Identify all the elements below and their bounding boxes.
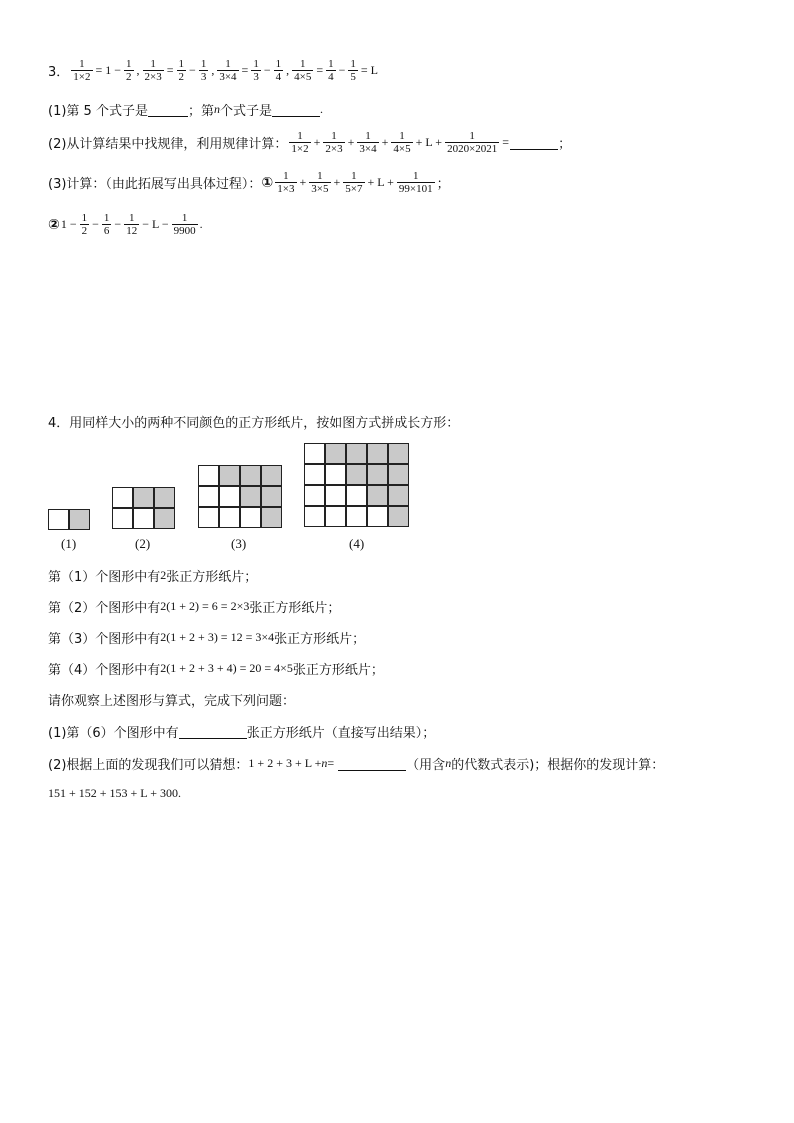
q3-part2: (2)从计算结果中找规律，利用规律计算： $\frac{1}{1\times 2}$ + $\frac{1}{2\times 3}$ + $\frac{1}{3\times 4}$ + $\frac{1}{4\times 5}$ + L + $\frac{1}{2020\times 2021}$ = ； xyxy=(48,130,572,155)
grey-square xyxy=(388,464,409,485)
answer-blank[interactable] xyxy=(338,757,406,771)
fraction: $\frac{1}{3}$ xyxy=(200,58,207,83)
white-square xyxy=(112,508,133,529)
white-square xyxy=(325,506,346,527)
answer-blank[interactable] xyxy=(148,103,188,117)
q4-fact-3: 第（3）个图形中有 2(1 + 2 + 3) = 12 = 3×4 张正方形纸片； xyxy=(48,630,366,647)
figure-label: (4) xyxy=(349,536,365,551)
fraction: $\frac{1}{5\times 7}$ xyxy=(345,170,363,195)
fraction: $\frac{1}{1\times 2}$ xyxy=(73,58,91,83)
q3-sequence: 3． $\frac{1}{1\times 2}$ = 1 − $\frac{1}{2}$ , $\frac{1}{2\times 3}$ = $\frac{1}{2}$ − $\frac{1}{3}$ , $\frac{1}{3\times 4}$ = $\frac{1}{3}$ − $\frac{1}{4}$ , $\frac{1}{4\times 5}$ = $\frac{1}{4}$ − $\frac{1}{5}$ = L xyxy=(48,58,378,83)
fraction: $\frac{1}{6}$ xyxy=(103,212,110,237)
grey-square xyxy=(367,464,388,485)
grey-square xyxy=(346,464,367,485)
white-square xyxy=(48,509,69,530)
q3-number: 3． xyxy=(48,65,70,80)
fraction: $\frac{1}{1\times 3}$ xyxy=(277,170,295,195)
q4-fact-4: 第（4）个图形中有 2(1 + 2 + 3 + 4) = 20 = 4×5 张正方形纸片； xyxy=(48,661,384,678)
fraction: $\frac{1}{12}$ xyxy=(126,212,138,237)
white-square xyxy=(198,486,219,507)
fraction: $\frac{1}{2\times 3}$ xyxy=(325,130,343,155)
white-square xyxy=(304,506,325,527)
fraction: $\frac{1}{2}$ xyxy=(81,212,88,237)
white-square xyxy=(112,487,133,508)
circled-two-icon: ② xyxy=(48,216,60,233)
answer-blank[interactable] xyxy=(272,103,320,117)
figure-label: (1) xyxy=(61,536,77,551)
q3-part3-2: ② 1 − $\frac{1}{2}$ − $\frac{1}{6}$ − $\frac{1}{12}$ − L − $\frac{1}{9900}$ . xyxy=(48,212,203,237)
white-square xyxy=(219,486,240,507)
grey-square xyxy=(133,487,154,508)
fraction: $\frac{1}{3\times 4}$ xyxy=(219,58,237,83)
figure-label: (3) xyxy=(231,536,247,551)
grey-square xyxy=(388,506,409,527)
white-square xyxy=(198,465,219,486)
white-square xyxy=(198,507,219,528)
grey-square xyxy=(261,465,282,486)
white-square xyxy=(304,485,325,506)
q3-part1: (1)第 5 个式子是 ；第 n 个式子是 . xyxy=(48,102,323,119)
q4-fact-1: 第（1）个图形中有 2 张正方形纸片； xyxy=(48,568,258,585)
answer-blank[interactable] xyxy=(179,725,247,739)
fraction: $\frac{1}{1\times 2}$ xyxy=(291,130,309,155)
q4-prompt: 请你观察上述图形与算式，完成下列问题： xyxy=(48,694,296,709)
grey-square xyxy=(219,465,240,486)
grey-square xyxy=(154,487,175,508)
grey-square xyxy=(367,443,388,464)
q4-fact-2: 第（2）个图形中有 2(1 + 2) = 6 = 2×3 张正方形纸片； xyxy=(48,599,341,616)
q4-title: 4．用同样大小的两种不同颜色的正方形纸片，按如图方式拼成长方形： xyxy=(48,416,460,431)
white-square xyxy=(367,506,388,527)
grey-square xyxy=(154,508,175,529)
white-square xyxy=(133,508,154,529)
grey-square xyxy=(261,486,282,507)
fraction: $\frac{1}{2}$ xyxy=(126,58,132,83)
white-square xyxy=(240,507,261,528)
grey-square xyxy=(325,443,346,464)
fraction: $\frac{1}{3\times 4}$ xyxy=(359,130,377,155)
fraction: $\frac{1}{2\times 3}$ xyxy=(144,58,162,83)
q3-part3: (3)计算：（由此拓展写出具体过程）： ① $\frac{1}{1\times 3}$ + $\frac{1}{3\times 5}$ + $\frac{1}{5\times 7}$ + L + $\frac{1}{99\times 101}$ ； xyxy=(48,170,450,195)
fraction: $\frac{1}{3\times 5}$ xyxy=(311,170,329,195)
fraction: $\frac{1}{5}$ xyxy=(350,58,356,83)
white-square xyxy=(304,464,325,485)
fraction: $\frac{1}{4}$ xyxy=(275,58,282,83)
fraction: $\frac{1}{99\times 101}$ xyxy=(398,170,433,195)
grey-square xyxy=(261,507,282,528)
fraction: $\frac{1}{4\times 5}$ xyxy=(294,58,312,83)
white-square xyxy=(304,443,325,464)
q4-part2-compute: 151 + 152 + 153 + L + 300 . xyxy=(48,786,181,800)
fraction: $\frac{1}{4}$ xyxy=(328,58,334,83)
fraction: $\frac{1}{4\times 5}$ xyxy=(393,130,411,155)
grey-square xyxy=(240,465,261,486)
fraction: $\frac{1}{3}$ xyxy=(253,58,259,83)
grey-square xyxy=(367,485,388,506)
figure-label: (2) xyxy=(135,536,151,551)
grey-square xyxy=(69,509,90,530)
grey-square xyxy=(388,443,409,464)
fraction: $\frac{1}{2}$ xyxy=(178,58,185,83)
white-square xyxy=(325,464,346,485)
q4-part1: (1)第（6）个图形中有 张正方形纸片（直接写出结果）； xyxy=(48,726,436,741)
grey-square xyxy=(346,443,367,464)
grey-square xyxy=(388,485,409,506)
grey-square xyxy=(240,486,261,507)
white-square xyxy=(346,485,367,506)
white-square xyxy=(346,506,367,527)
white-square xyxy=(325,485,346,506)
circled-one-icon: ① xyxy=(261,174,274,191)
answer-blank[interactable] xyxy=(510,136,558,150)
fraction: $\frac{1}{9900}$ xyxy=(173,212,196,237)
fraction: $\frac{1}{2020\times 2021}$ xyxy=(447,130,498,155)
white-square xyxy=(219,507,240,528)
q4-part2: (2)根据上面的发现我们可以猜想： 1 + 2 + 3 + L + n = （用含 n 的代数式表示)；根据你的发现计算： xyxy=(48,756,665,773)
